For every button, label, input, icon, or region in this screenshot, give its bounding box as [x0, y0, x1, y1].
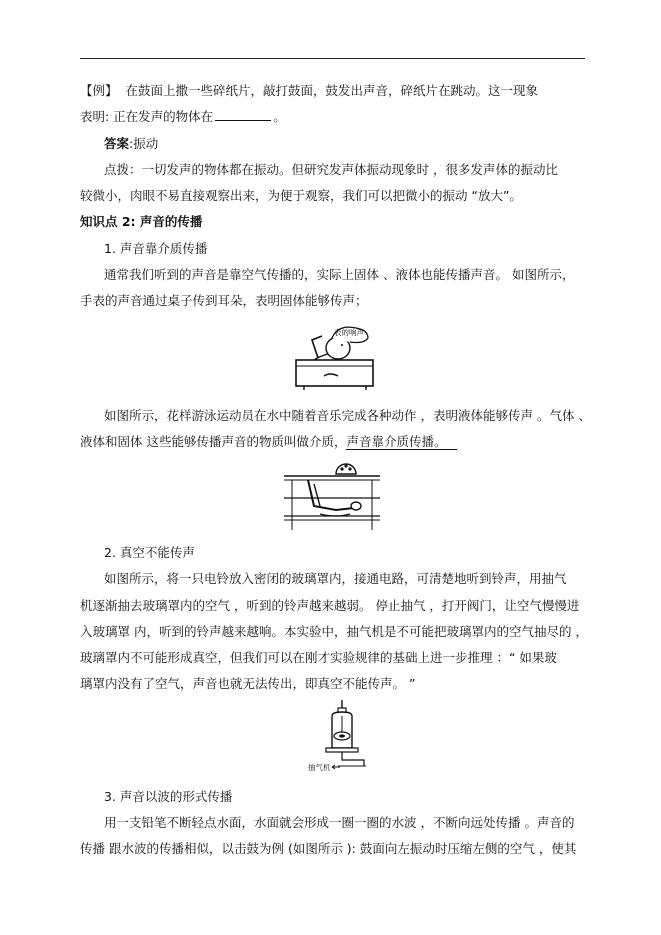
answer-label: 答案 — [104, 136, 130, 151]
example-text-2: 表明: 正在发声的物体在 — [80, 109, 214, 124]
para-3-line-2: 机逐渐抽去玻璃罩内的空气 ，听到的铃声越来越弱。 停止抽气 ，打开阀门，让空气慢慢进 — [80, 598, 580, 613]
para-3-line-3: 入玻璃罩 内，听到的铃声越来越响。本实验中，抽气机是不可能把玻璃罩内的空气抽尽的 ， — [80, 624, 588, 639]
para-4-line-1: 用一支铅笔不断轻点水面，水面就会形成一圈一圈的水波 ，不断向远处传播 。声音的 — [104, 815, 575, 830]
swimmer-figure — [284, 458, 380, 530]
para-3-line-1: 如图所示，将一只电铃放入密闭的玻璃罩内，接通电路，可清楚地听到铃声，用抽气 — [104, 571, 567, 586]
para-4-line-2: 传播 跟水波的传播相似，以击鼓为例 (如图所示 ): 鼓面向左振动时压缩左侧的空气 ，使其 — [80, 841, 577, 856]
para-3-line-5: 璃罩内没有了空气，声音也就无法传出，即真空不能传声。 ” — [80, 676, 416, 691]
para-2-line-1: 如图所示，花样游泳运动员在水中随着音乐完成各种动作 ，表明液体能够传声 。气体 、 — [104, 408, 591, 423]
figure-1-label: 表的响声 — [334, 328, 364, 337]
table-figure — [294, 318, 376, 390]
header-rule — [80, 58, 585, 59]
example-line-1 — [80, 82, 585, 100]
para-1-line-1: 通常我们听到的声音是靠空气传播的，实际上固体 、液体也能传播声音。 如图所示， — [104, 267, 575, 282]
para-2-text: 液体和固体 这些能够传播声音的物质叫做介质， — [80, 434, 347, 449]
bell-jar-figure — [306, 698, 378, 774]
example-label: 【例】 — [80, 83, 118, 98]
para-1-line-2: 手表的声音通过桌子传到耳朵，表明固体能够传声； — [80, 293, 368, 308]
para-2-line-2 — [80, 433, 585, 451]
answer-blank — [215, 109, 271, 121]
example-line-2 — [80, 108, 585, 126]
example-text-2-end: 。 — [273, 109, 286, 124]
hint-line-2: 较微小，肉眼不易直接观察出来，为便于观察，我们可以把微小的振动 “放大”。 — [80, 188, 522, 203]
subsection-3-title: 3. 声音以波的形式传播 — [104, 789, 233, 804]
section-title: 知识点 2: 声音的传播 — [80, 214, 203, 229]
hint-line-1: 点拨：一切发声的物体都在振动。但研究发声体振动现象时 ，很多发声体的振动比 — [104, 162, 558, 177]
underlined-conclusion: 声音靠介质传播。 — [346, 434, 456, 450]
para-3-line-4: 玻璃罩内不可能形成真空，但我们可以在刚才实验规律的基础上进一步推理 ：“ 如果玻 — [80, 650, 557, 665]
example-text-1: 在鼓面上撒一些碎纸片，敲打鼓面，鼓发出声音，碎纸片在跳动。这一现象 — [125, 83, 538, 98]
answer-line — [104, 135, 585, 153]
answer-text: :振动 — [129, 136, 159, 151]
subsection-2-title: 2. 真空不能传声 — [104, 545, 195, 560]
subsection-1-title: 1. 声音靠介质传播 — [104, 241, 208, 256]
figure-3-label: 抽气机 — [308, 763, 331, 772]
